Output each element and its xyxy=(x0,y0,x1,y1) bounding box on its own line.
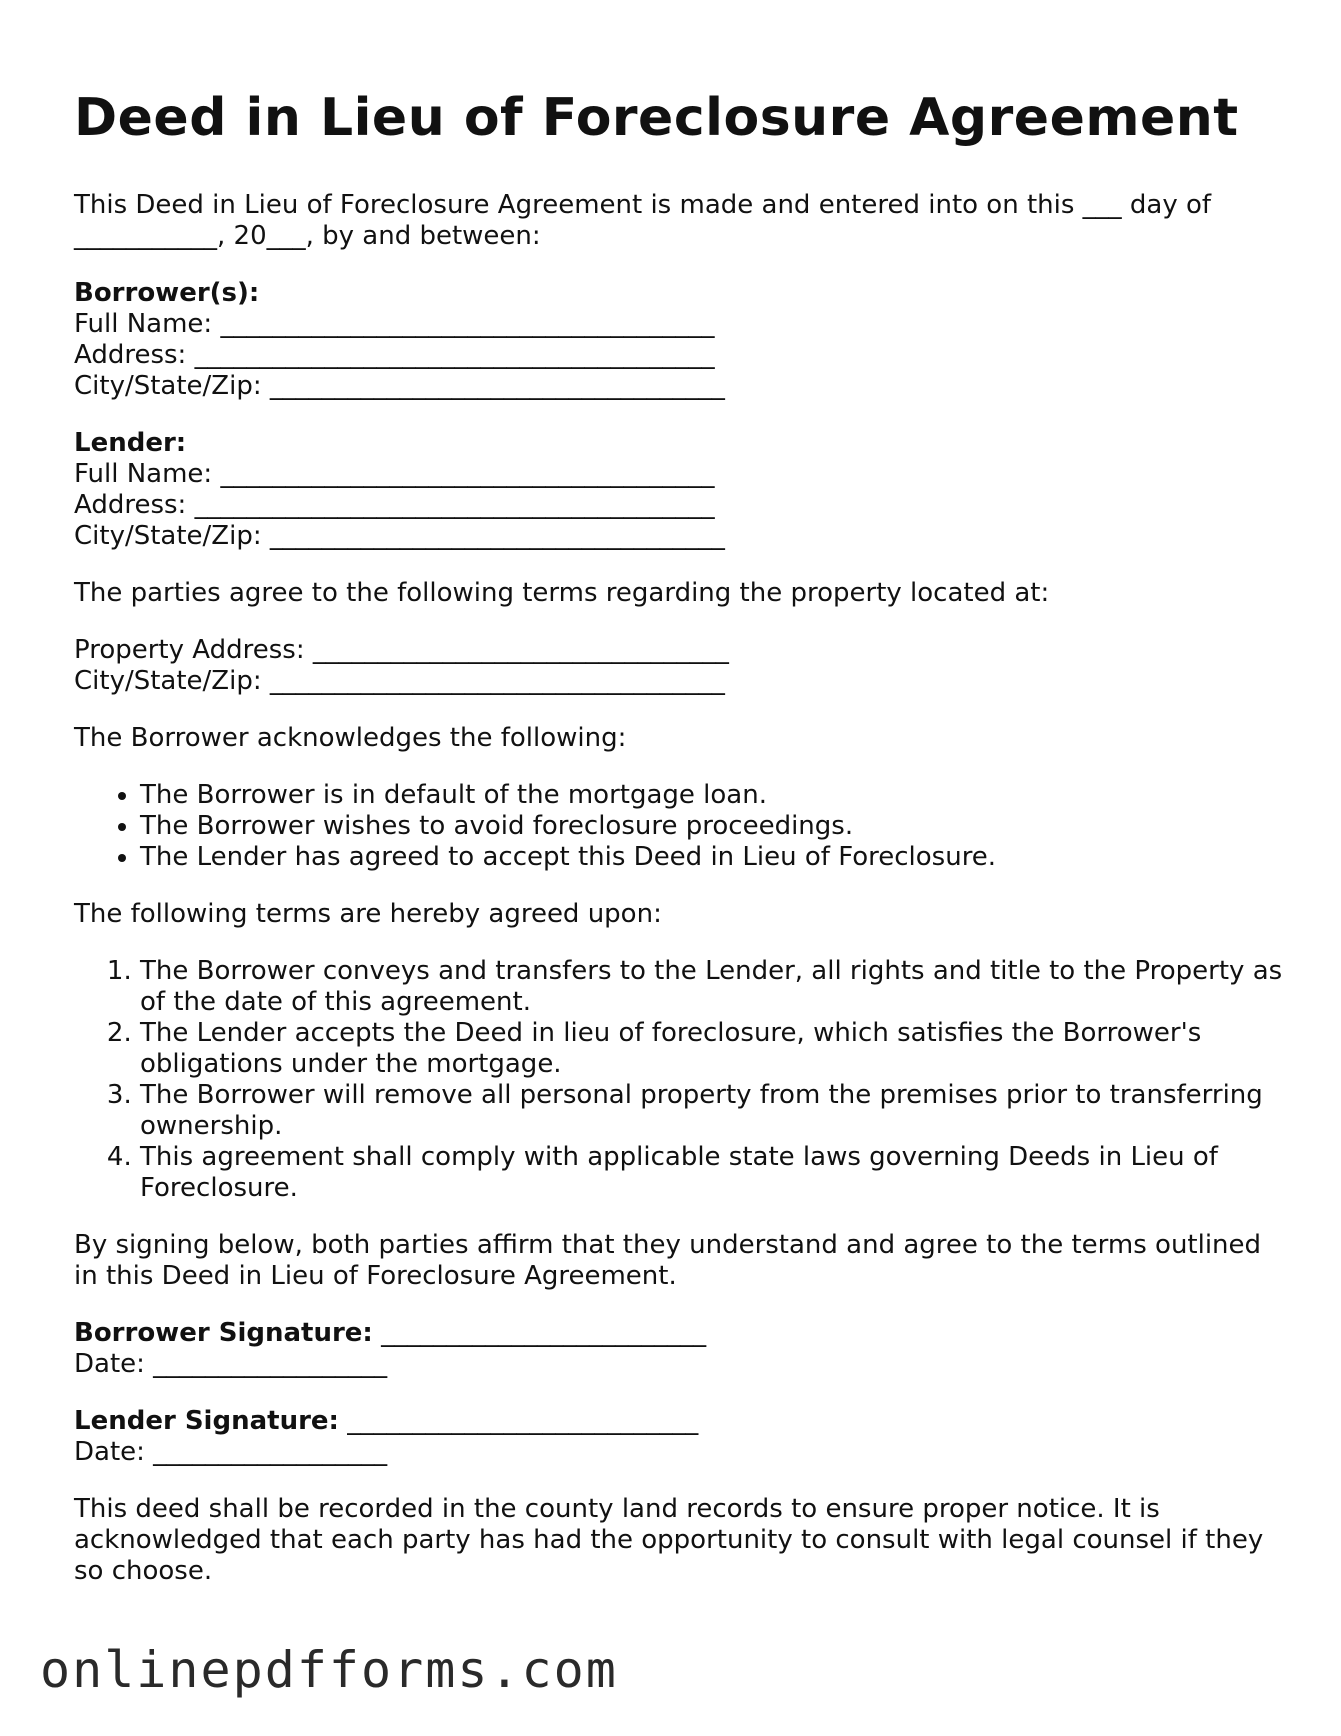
terms-list xyxy=(74,956,1284,1204)
document-title: Deed in Lieu of Foreclosure Agreement xyxy=(74,88,1239,148)
list-item: 2. The Lender accepts the Deed in lieu of foreclosure, which satisfies the Borrower's obligations under the mortgage. xyxy=(140,1018,1284,1080)
acknowledgement-list xyxy=(74,780,1284,873)
list-item: 4. This agreement shall comply with applicable state laws governing Deeds in Lieu of Foreclosure. xyxy=(140,1142,1284,1204)
list-item: • The Lender has agreed to accept this Deed in Lieu of Foreclosure. xyxy=(140,842,1284,873)
property-city-state-zip-field: City/State/Zip: ___________________________________ xyxy=(74,666,725,696)
lender-full-name-field: Full Name: ______________________________________ xyxy=(74,459,715,489)
acknowledge-intro: The Borrower acknowledges the following: xyxy=(74,723,627,753)
lender-signature-section xyxy=(74,1406,1284,1468)
list-item: 3. The Borrower will remove all personal property from the premises prior to transferring ownership. xyxy=(140,1080,1284,1142)
document-page xyxy=(74,86,1284,1613)
property-address-field: Property Address: ________________________________ xyxy=(74,635,729,665)
lender-city-state-zip-field: City/State/Zip: ___________________________________ xyxy=(74,521,725,551)
lender-date-field: Date: __________________ xyxy=(74,1437,388,1467)
borrower-city-state-zip-field: City/State/Zip: ___________________________________ xyxy=(74,371,725,401)
borrower-full-name-field: Full Name: ______________________________________ xyxy=(74,309,715,339)
borrower-signature-label: Borrower Signature: xyxy=(74,1318,373,1348)
affirm-paragraph: By signing below, both parties affirm that they understand and agree to the terms outlined in this Deed in Lieu of Foreclosure Agreement. xyxy=(74,1230,1262,1291)
watermark-logo: onlinepdfforms.com xyxy=(40,1641,618,1699)
borrower-heading: Borrower(s): xyxy=(74,278,260,308)
lender-heading: Lender: xyxy=(74,428,187,458)
borrower-signature-section xyxy=(74,1318,1284,1380)
lender-section xyxy=(74,428,1284,552)
list-item: 1. The Borrower conveys and transfers to the Lender, all rights and title to the Property as of the date of this agreement. xyxy=(140,956,1284,1018)
terms-intro: The following terms are hereby agreed upon: xyxy=(74,899,662,929)
closing-paragraph: This deed shall be recorded in the county land records to ensure proper notice. It is acknowledged that each party has had the opportunity to consult with legal counsel if they so choose. xyxy=(74,1494,1264,1586)
lender-signature-line: ___________________________ xyxy=(338,1406,699,1436)
borrower-date-field: Date: __________________ xyxy=(74,1349,388,1379)
borrower-section xyxy=(74,278,1284,402)
list-item: • The Borrower wishes to avoid foreclosure proceedings. xyxy=(140,811,1284,842)
lender-signature-label: Lender Signature: xyxy=(74,1406,339,1436)
property-section xyxy=(74,635,1284,697)
list-item: • The Borrower is in default of the mortgage loan. xyxy=(140,780,1284,811)
borrower-signature-line: _________________________ xyxy=(372,1318,707,1348)
borrower-address-field: Address: ________________________________________ xyxy=(74,340,715,370)
lender-address-field: Address: ________________________________________ xyxy=(74,490,715,520)
intro-paragraph: This Deed in Lieu of Foreclosure Agreement is made and entered into on this ___ day of ___________, 20___, by and between: xyxy=(74,190,1212,251)
property-intro: The parties agree to the following terms regarding the property located at: xyxy=(74,578,1050,608)
